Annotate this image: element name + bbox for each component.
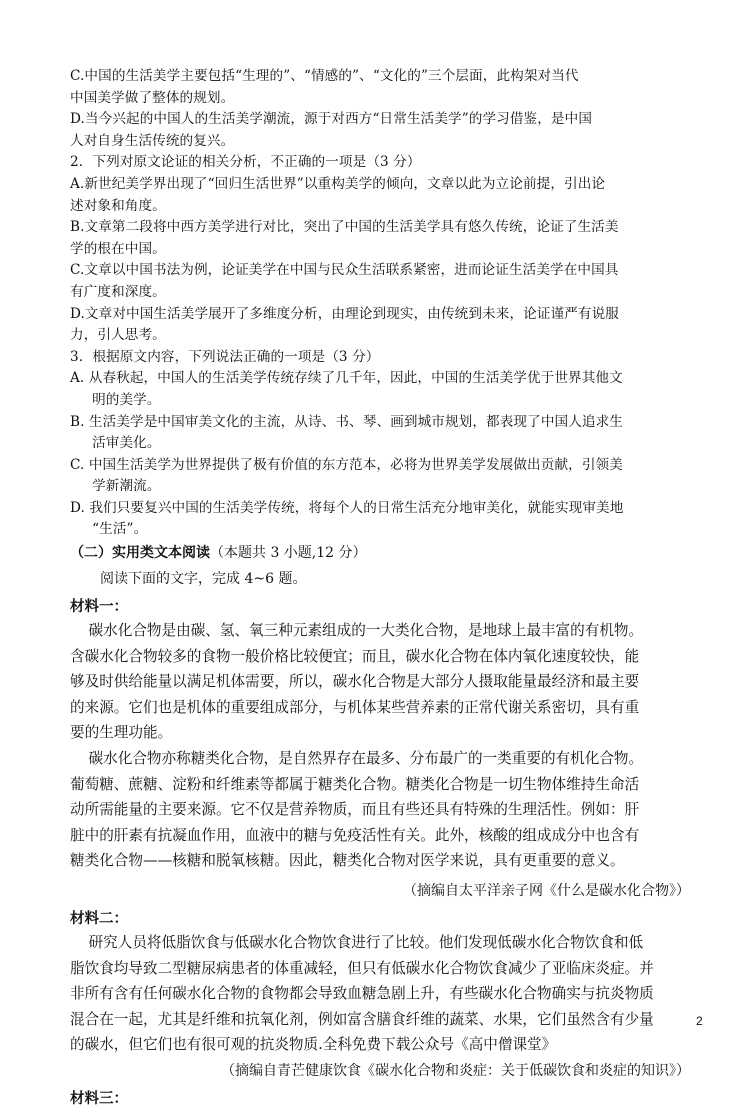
q1-options — [70, 66, 682, 152]
material-3-title: 材料三： — [70, 1089, 128, 1107]
q2-option-line: A.新世纪美学界出现了“回归生活世界”以重构美学的倾向，文章以此为立论前提，引出论 — [70, 175, 606, 192]
material-1-line: 要的生理功能。 — [70, 724, 173, 742]
material-1-line: 的来源。它们也是机体的重要组成部分，与机体某些营养素的正常代谢关系密切，具有重 — [70, 698, 640, 716]
q3-option-line: B. 生活美学是中国审美文化的主流，从诗、书、琴、画到城市规划，都表现了中国人追求生 — [70, 413, 623, 430]
material-1-line: 脏中的肝素有抗凝血作用，血液中的糖与免疫活性有关。此外，核酸的组成成分中也含有 — [70, 826, 640, 844]
material-1-line: 碳水化合物亦称糖类化合物，是自然界存在最多、分布最广的一类重要的有机化合物。 — [70, 750, 644, 768]
page-content — [70, 66, 690, 1110]
q2-option-line: B.文章第二段将中西方美学进行对比，突出了中国的生活美学具有悠久传统，论证了生活美 — [70, 219, 619, 236]
q1-option-line: C.中国的生活美学主要包括“生理的”、“情感的”、“文化的”三个层面，此构架对当代 — [70, 68, 579, 84]
section-2-heading — [70, 542, 682, 564]
material-2-line: 混合在一起，尤其是纤维和抗氧化剂，例如富含膳食纤维的蔬菜、水果，它们虽然含有少量 — [70, 1010, 654, 1028]
q3-option-line: C. 中国生活美学为世界提供了极有价值的东方范本，必将为世界美学发展做出贡献，引领美 — [70, 456, 623, 473]
q3-option-line: 活审美化。 — [70, 435, 161, 452]
section-2-scoring: （本题共 3 小题,12 分） — [210, 545, 367, 562]
q2-option-line: 学的根在中国。 — [70, 240, 166, 257]
q3-stem: 3．根据原文内容，下列说法正确的一项是（3 分） — [70, 348, 380, 365]
material-2-body — [70, 930, 682, 1058]
q3-option-line: “生活”。 — [70, 521, 148, 538]
q2-option-line: 有广度和深度。 — [70, 283, 166, 300]
material-2-line: 非所有含有任何碳水化合物的食物都会导致血糖急剧上升，有些碳水化合物确实与抗炎物质 — [70, 985, 654, 1003]
q2-option-line: 述对象和角度。 — [70, 197, 166, 214]
material-1-line: 够及时供给能量以满足机体需要，所以，碳水化合物是大部分人摄取能量最经济和最主要 — [70, 673, 640, 691]
material-1-title: 材料一： — [70, 598, 128, 616]
material-2-source: （摘编自青芒健康饮食《碳水化合物和炎症：关于低碳饮食和炎症的知识》） — [221, 1062, 690, 1079]
section-2-title: （二）实用类文本阅读 — [70, 545, 210, 562]
material-2-line: 的碳水，但它们也有很可观的抗炎物质.全科免费下载公众号《高中僧课堂》 — [70, 1036, 557, 1054]
material-1-body — [70, 618, 682, 874]
q2-option-line: 力，引人思考。 — [70, 327, 166, 344]
material-1-source: （摘编自太平洋亲子网《什么是碳水化合物》） — [403, 883, 690, 899]
q3-option-line: D. 我们只要复兴中国的生活美学传统，将每个人的日常生活充分地审美化，就能实现审美地 — [70, 499, 624, 516]
material-1-line: 葡萄糖、蔗糖、淀粉和纤维素等都属于糖类化合物。糖类化合物是一切生物体维持生命活 — [70, 775, 640, 793]
section-2-instructions: 阅读下面的文字，完成 4~6 题。 — [100, 571, 307, 588]
q3-option-line: 学新潮流。 — [70, 478, 161, 495]
q1-option-line: D.当今兴起的中国人的生活美学潮流，源于对西方“日常生活美学”的学习借鉴，是中国 — [70, 111, 593, 128]
material-1-line: 糖类化合物——核糖和脱氧核糖。因此，糖类化合物对医学来说，具有更重要的意义。 — [70, 852, 625, 870]
q2-option-line: C.文章以中国书法为例，论证美学在中国与民众生活联系紧密，进而论证生活美学在中国具 — [70, 262, 619, 279]
q3-option-line: A. 从春秋起，中国人的生活美学传统存续了几千年，因此，中国的生活美学优于世界其他文 — [70, 370, 623, 387]
q2-option-line: D.文章对中国生活美学展开了多维度分析，由理论到现实，由传统到未来，论证谨严有说服 — [70, 305, 619, 322]
material-2-line: 研究人员将低脂饮食与低碳水化合物饮食进行了比较。他们发现低碳水化合物饮食和低 — [70, 934, 644, 951]
q1-option-line: 人对自身生活传统的复兴。 — [70, 132, 235, 149]
material-2-title: 材料二： — [70, 910, 128, 927]
question-3 — [70, 347, 682, 541]
material-1-line: 碳水化合物是由碳、氢、氧三种元素组成的一大类化合物，是地球上最丰富的有机物。 — [70, 622, 644, 640]
material-1-line: 含碳水化合物较多的食物一般价格比较便宜；而且，碳水化合物在体内氧化速度较快，能 — [70, 647, 640, 665]
q2-stem: 2．下列对原文论证的相关分析，不正确的一项是（3 分） — [70, 154, 421, 171]
question-2 — [70, 152, 682, 346]
material-2-line: 脂饮食均导致二型糖尿病患者的体重减轻，但只有低碳水化合物饮食减少了亚临床炎症。并 — [70, 959, 654, 977]
q1-option-line: 中国美学做了整体的规划。 — [70, 89, 235, 106]
page-number: 2 — [696, 1014, 703, 1028]
q3-option-line: 明的美学。 — [70, 391, 161, 408]
material-1-line: 动所需能量的主要来源。它不仅是营养物质，而且有些还具有特殊的生理活性。例如：肝 — [70, 801, 640, 819]
